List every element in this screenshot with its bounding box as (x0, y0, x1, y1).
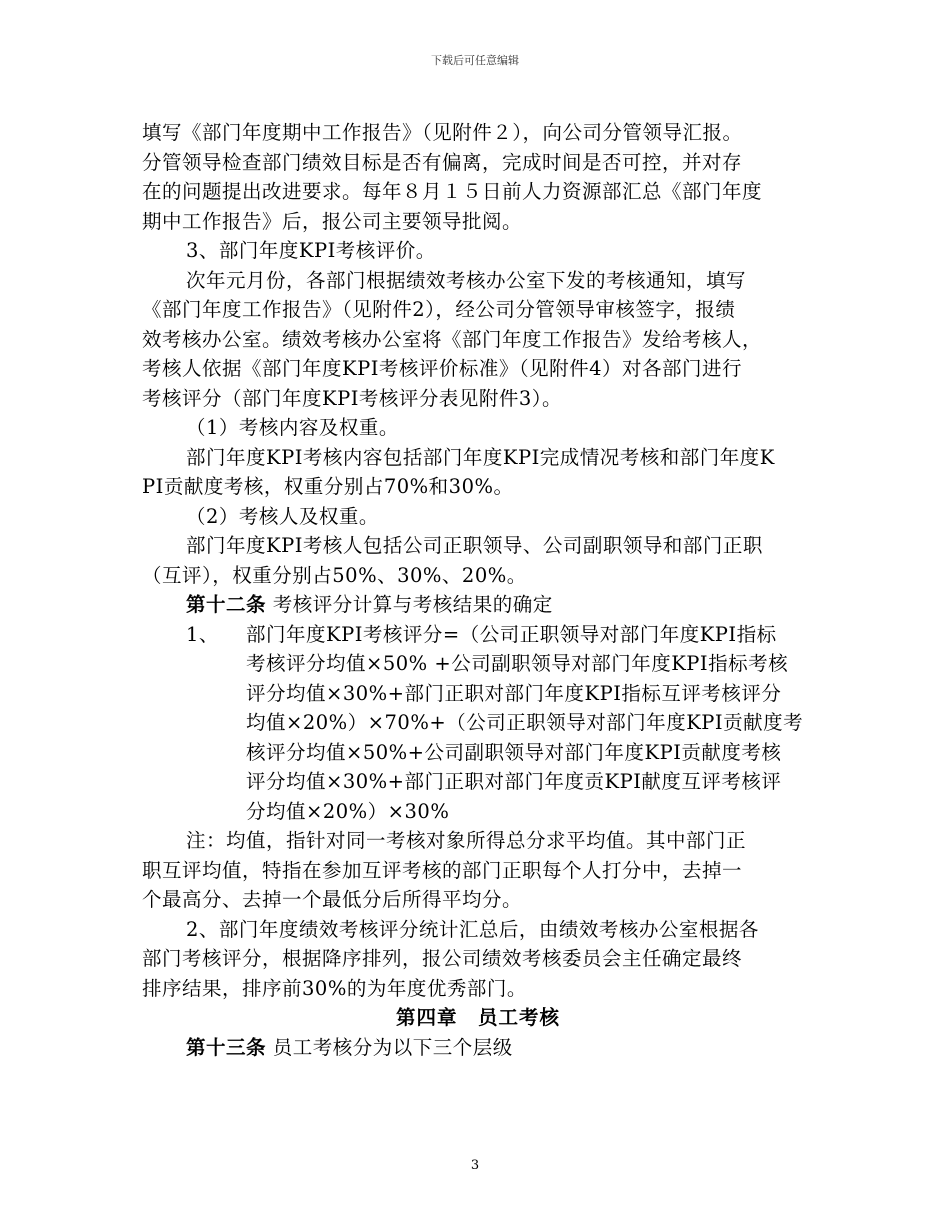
paragraph-line: 部门年度KPI考核人包括公司正职领导、公司副职领导和部门正职 (186, 534, 763, 557)
document-body (142, 118, 814, 1062)
formula-text: 部门年度KPI考核评分=（公司正职领导对部门年度KPI指标 (246, 622, 777, 646)
paragraph-line: PI贡献度考核，权重分别占70%和30%。 (142, 475, 514, 498)
paragraph-line: 效考核办公室。绩效考核办公室将《部门年度工作报告》发给考核人， (142, 327, 763, 351)
paragraph-line: 排序结果，排序前30%的为年度优秀部门。 (142, 976, 527, 1000)
paragraph-line: 《部门年度工作报告》（见附件2），经公司分管领导审核签字，报绩 (142, 298, 736, 321)
article-number: 第十二条 (186, 593, 267, 616)
formula-line: 均值×20%）×70%+（公司正职领导对部门年度KPI贡献度考 (246, 711, 804, 734)
paragraph-line: 在的问题提出改进要求。每年８月１５日前人力资源部汇总《部门年度 (142, 180, 763, 203)
section-heading: 3、部门年度KPI考核评价。 (186, 239, 436, 262)
formula-line: 核评分均值×50%+公司副职领导对部门年度KPI贡献度考核 (246, 740, 782, 764)
paragraph-line: 2、部门年度绩效考核评分统计汇总后，由绩效考核办公室根据各 (186, 917, 759, 941)
paragraph-line: （互评），权重分别占50%、30%、20%。 (142, 563, 527, 587)
note-line: 注：均值，指针对同一考核对象所得总分求平均值。其中部门正 (186, 829, 747, 852)
formula-line: 评分均值×30%+部门正职对部门年度贡KPI献度互评考核评 (246, 770, 782, 793)
page-header: 下载后可任意编辑 (431, 54, 519, 67)
note-line: 职互评均值，特指在参加互评考核的部门正职每个人打分中，去掉一 (142, 858, 743, 882)
formula-line: 分均值×20%）×30% (246, 799, 450, 823)
formula-line (142, 620, 814, 650)
paragraph-line: 期中工作报告》后，报公司主要领导批阅。 (142, 209, 523, 233)
paragraph-line: 考核评分（部门年度KPI考核评分表见附件3）。 (142, 386, 563, 410)
paragraph-line: 次年元月份，各部门根据绩效考核办公室下发的考核通知，填写 (186, 268, 747, 292)
subsection-heading: （1）考核内容及权重。 (186, 416, 399, 439)
paragraph-line: 考核人依据《部门年度KPI考核评价标准》（见附件4）对各部门进行 (142, 357, 743, 380)
article-heading (142, 1033, 814, 1063)
paragraph-line: 分管领导检查部门绩效目标是否有偏离，完成时间是否可控，并对存 (142, 150, 743, 174)
paragraph-line: 部门年度KPI考核内容包括部门年度KPI完成情况考核和部门年度K (186, 445, 775, 469)
chapter-title: 第四章 员工考核 (395, 1006, 560, 1029)
article-title: 员工考核分为以下三个层级 (266, 1035, 513, 1059)
paragraph-line: 填写《部门年度期中工作报告》（见附件２），向公司分管领导汇报。 (142, 121, 743, 144)
note-line: 个最高分、去掉一个最低分后所得平均分。 (142, 888, 523, 911)
formula-item-number: 1、 (186, 622, 219, 646)
article-title: 考核评分计算与考核结果的确定 (266, 593, 553, 616)
subsection-heading: （2）考核人及权重。 (186, 504, 379, 528)
page-number: 3 (470, 1158, 480, 1173)
article-number: 第十三条 (186, 1035, 267, 1059)
paragraph-line: 部门考核评分，根据降序排列，报公司绩效考核委员会主任确定最终 (142, 947, 743, 970)
formula-line: 评分均值×30%+部门正职对部门年度KPI指标互评考核评分 (246, 681, 782, 705)
formula-line: 考核评分均值×50% +公司副职领导对部门年度KPI指标考核 (246, 652, 789, 675)
article-heading (142, 590, 814, 620)
